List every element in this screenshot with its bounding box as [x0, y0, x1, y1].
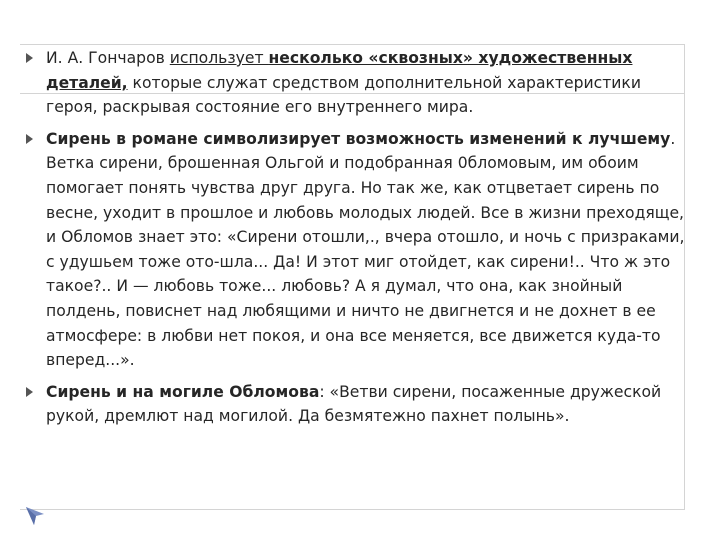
bullet-2-text: . Ветка сирени, брошенная Ольгой и подобранная 0бломовым, им обоим помогает понять чувства друг друга. Но так же, как отцветает сирень по весне, уходит в прошлое и любовь молодых людей. Все в жизни преходяще, и Обломов знает это: «Сирени отошли,., вчера отошло, и ночь с призраками, с удушьем тоже ото-шла... Да! И этот миг отойдет, как сирени!.. Что ж это такое?.. И — любовь тоже... любовь? А я думал, что она, как знойный полдень, повиснет над любящими и ничто не двигнется и не дохнет в ее атмосфере: в любви нет покоя, и она все меняется, все движется куда-то вперед...». — [46, 129, 685, 370]
corner-arrow-icon — [24, 505, 46, 527]
triangle-bullet-icon — [26, 387, 33, 397]
bullet-1-emphasis: несколько «сквозных» художественных деталей, — [46, 49, 633, 92]
triangle-bullet-icon — [26, 53, 33, 63]
bullet-item-2 — [26, 127, 686, 373]
bullet-item-1 — [26, 46, 686, 120]
bullet-item-3 — [26, 380, 686, 429]
slide-content — [26, 46, 686, 436]
bullet-2-emphasis: Сирень в романе символизирует возможность изменений к лучшему — [46, 129, 671, 148]
bullet-3-emphasis: Сирень и на могиле Обломова — [46, 382, 320, 401]
bullet-3-text: : «Ветви сирени, посаженные дружеской рукой, дремлют над могилой. Да безмятежно пахнет полынь». — [46, 382, 662, 426]
bullet-1-text-b: которые служат средством дополнительной характеристики героя, раскрывая состояние его внутреннего мира. — [46, 73, 641, 117]
bullet-1-underlined: использует — [169, 49, 269, 67]
bullet-1-text-a: И. А. Гончаров — [46, 49, 170, 67]
triangle-bullet-icon — [26, 134, 33, 144]
